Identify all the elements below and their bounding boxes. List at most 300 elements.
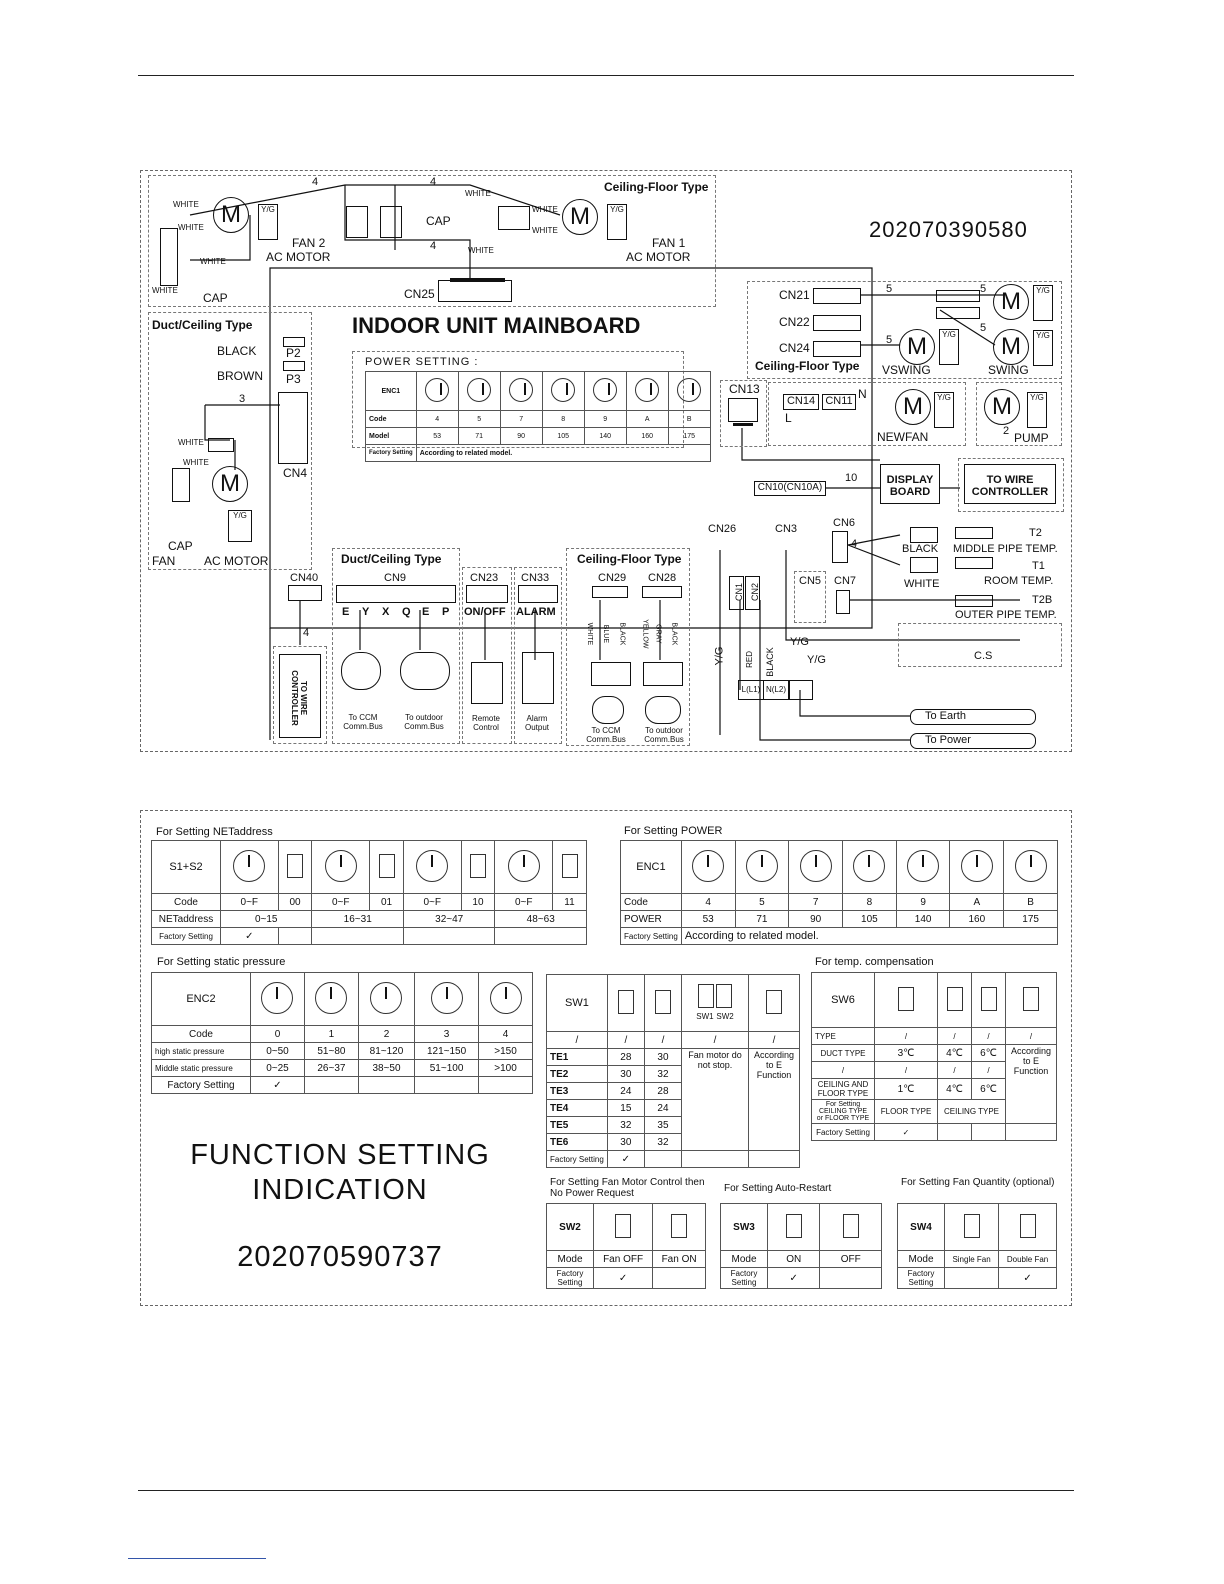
cn28-connector [642, 586, 682, 598]
code-cell: 4 [681, 894, 735, 911]
sw2-caption: For Setting Fan Motor Control then No Power Request [550, 1177, 705, 1199]
terminal-block-icon [380, 206, 402, 238]
dip-icon [594, 1204, 653, 1251]
dip-icon [999, 1204, 1057, 1251]
duct-type-label: DUCT TYPE [812, 1045, 875, 1062]
swing-label: SWING [988, 363, 1029, 377]
te-value: 35 [644, 1117, 681, 1134]
code-cell: 7 [500, 411, 542, 428]
wire-count-label: 4 [312, 176, 319, 188]
check-icon: ✓ [607, 1151, 644, 1168]
fan1-motor-icon: M [562, 199, 598, 235]
cn21-connector [813, 288, 861, 304]
t2-sensor-icon [910, 527, 938, 543]
cn2-connector [745, 576, 760, 610]
dip-icon [875, 973, 938, 1028]
middle-static-label: Middle static pressure [152, 1060, 251, 1077]
sw2-table [546, 1203, 706, 1289]
code-cell: 01 [370, 894, 404, 911]
cn26-label: CN26 [708, 523, 737, 535]
check-icon: ✓ [768, 1268, 820, 1289]
cn9-terminal-label: E [342, 606, 350, 618]
sw4-table [897, 1203, 1057, 1289]
duct-ceiling-type-label: Duct/Ceiling Type [152, 318, 253, 332]
cn29-label: CN29 [598, 572, 627, 584]
net-caption: For Setting NETaddress [156, 826, 273, 838]
to-power-cable: To Power [910, 733, 1036, 749]
dip-icon [370, 841, 404, 894]
te-name: TE6 [547, 1134, 608, 1151]
duct-comp-cell: 6℃ [972, 1045, 1006, 1062]
type-label: TYPE [812, 1028, 875, 1045]
fan1-label: FAN 1 [652, 236, 686, 250]
t2-thermistor-icon [955, 527, 993, 539]
line-label: L [785, 411, 792, 425]
sw2-sub-label: SW2 [716, 1012, 734, 1021]
power-cell: 160 [950, 911, 1004, 928]
newfan-label: NEWFAN [877, 430, 929, 444]
mode-cell: Single Fan [945, 1251, 999, 1268]
dip-icon [461, 841, 495, 894]
duct-ac-motor-label: AC MOTOR [204, 554, 269, 568]
dip-icon [945, 1204, 999, 1251]
power-label: POWER [621, 911, 682, 928]
code-cell: 2 [358, 1026, 414, 1043]
te-name: TE1 [547, 1049, 608, 1066]
sw1-sub-label: SW1 [696, 1012, 714, 1021]
cn24-label: CN24 [779, 341, 810, 355]
yg-label: Y/G [807, 654, 826, 666]
cn29-connector [592, 586, 628, 598]
mode-cell: Fan OFF [594, 1251, 653, 1268]
newfan-motor-icon: M [895, 389, 931, 425]
ceiling-type-cell: CEILING TYPE [938, 1100, 1006, 1124]
sw3-label: SW3 [721, 1204, 768, 1251]
code-cell: 4 [479, 1026, 533, 1043]
dip-icon [653, 1204, 706, 1251]
dial-icon [415, 973, 479, 1026]
code-cell: 5 [458, 411, 500, 428]
factory-setting-label: Factory Setting [812, 1124, 875, 1141]
dip-icon [1006, 973, 1057, 1028]
code-cell: 0~F [403, 894, 461, 911]
yg-label: Y/G [790, 636, 809, 648]
cn1-label: CN1 [734, 582, 745, 602]
yg-ground-box: Y/G [1033, 285, 1053, 321]
te-value: 30 [644, 1049, 681, 1066]
code-cell: 8 [843, 894, 897, 911]
wire-color-label: WHITE [532, 205, 558, 214]
to-ccm-label: To CCM Comm.Bus [586, 726, 626, 744]
te-value: 32 [644, 1134, 681, 1151]
cn29-wire-label: BLUE [601, 624, 609, 643]
code-cell: 11 [553, 894, 587, 911]
net-address-cell: 16~31 [312, 911, 403, 928]
middle-static-cell: >100 [479, 1060, 533, 1077]
power-cell: 90 [789, 911, 843, 928]
cn3-label: CN3 [775, 523, 798, 535]
code-cell: 9 [584, 411, 626, 428]
cn6-label: CN6 [833, 517, 856, 529]
to-earth-cable: To Earth [910, 709, 1036, 725]
dip-icon [972, 973, 1006, 1028]
to-ccm-label: To CCM Comm.Bus [343, 713, 383, 731]
to-outdoor-label: To outdoor Comm.Bus [404, 713, 444, 731]
model-cell: 53 [416, 428, 458, 445]
high-static-cell: >150 [479, 1043, 533, 1060]
high-static-cell: 81~120 [358, 1043, 414, 1060]
code-cell: 5 [735, 894, 789, 911]
setting-type-label: For Setting CEILING TYPE or FLOOR TYPE [812, 1100, 875, 1124]
cn9-terminal-label: X [382, 606, 390, 618]
cn13-connector [728, 398, 758, 422]
factory-setting-label: Factory Setting [366, 445, 417, 462]
sw2-label: SW2 [547, 1204, 594, 1251]
ceiling-comp-cell: 6℃ [972, 1079, 1006, 1100]
fan2-motor-icon: M [213, 197, 249, 233]
code-cell: B [668, 411, 710, 428]
factory-setting-label: Factory Setting [152, 1077, 251, 1094]
middle-static-cell: 51~100 [415, 1060, 479, 1077]
room-temp-label: ROOM TEMP. [984, 575, 1054, 587]
to-outdoor-label: To outdoor Comm.Bus [644, 726, 684, 744]
cn7-connector [836, 590, 850, 614]
ceiling-floor-type-label: Ceiling-Floor Type [604, 180, 709, 194]
dial-icon [312, 841, 370, 894]
dip-icon [278, 841, 312, 894]
code-cell: 3 [415, 1026, 479, 1043]
factory-setting-value: According to related model. [416, 445, 710, 462]
code-cell: 10 [461, 894, 495, 911]
dip-icon [820, 1204, 882, 1251]
enc1-label: ENC1 [621, 841, 682, 894]
sw1-table: SW1 SW1 SW2 / / / / / TE1 28 30 Fan motor do not stop. According to E Function TE2 30 32 TE3 24 28 TE4 15 24 TE5 32 35 TE6 30 32 Factory Setting ✓ [546, 974, 800, 1168]
cn22-label: CN22 [779, 315, 810, 329]
factory-setting-label: Factory Setting [547, 1151, 608, 1168]
factory-setting-label: Factory Setting [152, 928, 221, 945]
swing-motor-icon-2: M [993, 329, 1029, 365]
wire-count-label: 4 [303, 627, 310, 639]
dial-icon [950, 841, 1004, 894]
cn29-wire-label: BLACK [618, 622, 626, 646]
code-cell: 00 [278, 894, 312, 911]
model-cell: 71 [458, 428, 500, 445]
cn40-connector [288, 585, 322, 601]
dial-icon [668, 372, 710, 411]
te-value: 15 [607, 1100, 644, 1117]
ccm-cable-icon [341, 652, 381, 690]
ceiling-floor-label: CEILING AND FLOOR TYPE [812, 1079, 875, 1100]
net-address-table [151, 840, 587, 945]
p3-label: P3 [286, 372, 301, 386]
wire-count-label: 5 [980, 283, 987, 295]
wire-count-label: 2 [1003, 425, 1010, 437]
power-table [620, 840, 1058, 945]
net-address-cell: 32~47 [403, 911, 494, 928]
wire-color-label: WHITE [200, 257, 226, 266]
dip-icon [682, 975, 749, 1032]
code-cell: A [950, 894, 1004, 911]
outdoor-cable-icon [645, 696, 681, 724]
code-label: Code [152, 1026, 251, 1043]
sw6-label: SW6 [812, 973, 875, 1028]
enc2-label: ENC2 [152, 973, 251, 1026]
wiring-diagram-id: 202070390580 [869, 217, 1028, 242]
outer-pipe-temp-label: OUTER PIPE TEMP. [955, 609, 1057, 621]
code-label: Code [366, 411, 417, 428]
l-terminal: L(L1) [738, 680, 764, 700]
high-static-label: high static pressure [152, 1043, 251, 1060]
dip-icon [749, 975, 800, 1032]
power-setting-table [365, 371, 711, 462]
static-pressure-table [151, 972, 533, 1094]
sw4-label: SW4 [898, 1204, 945, 1251]
power-cell: 175 [1004, 911, 1058, 928]
function-setting-title-line2: INDICATION [252, 1174, 428, 1206]
t1-thermistor-icon [955, 557, 993, 569]
sw1-label: SW1 [547, 975, 608, 1032]
mode-cell: Fan ON [653, 1251, 706, 1268]
cn11-connector: CN11 [822, 394, 856, 410]
function-setting-title-line1: FUNCTION SETTING [190, 1139, 490, 1171]
mode-cell: ON [768, 1251, 820, 1268]
power-cell: 53 [681, 911, 735, 928]
remote-control-label: Remote Control [471, 714, 500, 732]
power-cell: 71 [735, 911, 789, 928]
wire-count-label: 4 [851, 538, 858, 550]
e-function-note: According to E Function [1006, 1045, 1057, 1124]
mode-cell: Double Fan [999, 1251, 1057, 1268]
mode-label: Mode [547, 1251, 594, 1268]
wire-color-label: WHITE [173, 200, 199, 209]
duct-fan-label: FAN [152, 554, 176, 568]
cn29-terminal-block [591, 662, 631, 686]
red-wire-label: RED [745, 650, 755, 668]
ceiling-comp-cell: 4℃ [938, 1079, 972, 1100]
yg-ground-box: Y/G [607, 204, 627, 240]
dial-icon [626, 372, 668, 411]
sw6-caption: For temp. compensation [815, 956, 934, 968]
t2b-label: T2B [1032, 594, 1053, 606]
check-icon: ✓ [221, 928, 279, 945]
wire-count-label: 4 [430, 176, 437, 188]
terminal-block-icon [346, 206, 368, 238]
fan1-ac-motor-label: AC MOTOR [626, 250, 691, 264]
black-wire-label: BLACK [217, 344, 257, 358]
cn2-label: CN2 [750, 582, 761, 602]
yg-ground-box: Y/G [934, 392, 954, 428]
black-wire-label: BLACK [764, 647, 775, 677]
power-setting-title: POWER SETTING : [365, 356, 479, 368]
alarm-label: ALARM [516, 606, 556, 618]
fan-motor-note: Fan motor do not stop. [682, 1049, 749, 1151]
on-off-label: ON/OFF [464, 606, 506, 618]
factory-setting-value: According to related model. [681, 928, 1057, 945]
dial-icon [735, 841, 789, 894]
static-caption: For Setting static pressure [157, 956, 286, 968]
dial-icon [221, 841, 279, 894]
net-address-cell: 0~15 [221, 911, 312, 928]
fan2-cap-label: CAP [203, 291, 228, 305]
pump-label: PUMP [1014, 431, 1049, 445]
model-cell: 140 [584, 428, 626, 445]
cn13-bar [733, 423, 753, 426]
duct-cap-label: CAP [168, 539, 193, 553]
fan2-ac-motor-label: AC MOTOR [266, 250, 331, 264]
pump-motor-icon: M [984, 389, 1020, 425]
sw3-table [720, 1203, 882, 1289]
te-value: 32 [607, 1117, 644, 1134]
cn9-terminal-label: Q [402, 606, 411, 618]
check-icon: ✓ [875, 1124, 938, 1141]
t2-wire-color: BLACK [902, 543, 939, 555]
te-value: 24 [644, 1100, 681, 1117]
dial-icon [789, 841, 843, 894]
te-name: TE5 [547, 1117, 608, 1134]
dip-icon [607, 975, 644, 1032]
duct-fan-motor-icon: M [212, 466, 248, 502]
code-cell: 0 [251, 1026, 305, 1043]
cn4-connector [278, 392, 308, 464]
cn9-terminal-strip [336, 585, 456, 603]
code-cell: 8 [542, 411, 584, 428]
dial-icon [251, 973, 305, 1026]
power-caption: For Setting POWER [624, 825, 723, 837]
cn22-connector [813, 315, 861, 331]
cn25-connector [438, 280, 512, 302]
vswing-motor-icon: M [899, 329, 935, 365]
t1-sensor-icon [910, 557, 938, 573]
alarm-output-icon [522, 652, 554, 704]
te-name: TE4 [547, 1100, 608, 1117]
check-icon: ✓ [251, 1077, 305, 1094]
dial-icon [416, 372, 458, 411]
wire-color-label: WHITE [178, 223, 204, 232]
vswing-label: VSWING [882, 363, 931, 377]
cn28-wire-label: GRAY [654, 624, 662, 644]
dial-icon [1004, 841, 1058, 894]
dial-icon [495, 841, 553, 894]
wire-count-label: 3 [239, 393, 246, 405]
enc1-label: ENC1 [366, 372, 417, 411]
sw6-table: SW6 TYPE / / / / DUCT TYPE 3℃ 4℃ 6℃ According to E Function / / / / CEILING AND FLOOR TYPE 1℃ 4℃ 6℃ For Setting CEILING TYPE or FLOOR TYPE FLOOR TYPE CEILING TYPE Factory Setting ✓ [811, 972, 1057, 1141]
fan-connector-icon [172, 468, 190, 502]
middle-pipe-temp-label: MIDDLE PIPE TEMP. [953, 543, 1058, 555]
wire-color-label: WHITE [183, 458, 209, 467]
model-cell: 105 [542, 428, 584, 445]
e-function-note: According to E Function [749, 1049, 800, 1151]
middle-static-cell: 26~37 [304, 1060, 358, 1077]
p3-connector [283, 361, 305, 371]
code-cell: 4 [416, 411, 458, 428]
te-value: 24 [607, 1083, 644, 1100]
te-value: 32 [644, 1066, 681, 1083]
cn1-connector [729, 576, 744, 610]
dial-icon [542, 372, 584, 411]
high-static-cell: 51~80 [304, 1043, 358, 1060]
cn33-terminal [518, 585, 558, 603]
cn40-label: CN40 [290, 572, 319, 584]
display-board-box: DISPLAY BOARD [880, 464, 940, 504]
te-value: 30 [607, 1134, 644, 1151]
wire-color-label: WHITE [178, 438, 204, 447]
check-icon: ✓ [594, 1268, 653, 1289]
cn9-terminal-label: P [442, 606, 450, 618]
swing-connector-icon [936, 307, 980, 319]
dip-icon [768, 1204, 820, 1251]
duct-comp-cell: 3℃ [875, 1045, 938, 1062]
wire-color-label: WHITE [152, 286, 178, 295]
wire-count-label: 4 [430, 240, 437, 252]
power-cell: 105 [843, 911, 897, 928]
mode-label: Mode [898, 1251, 945, 1268]
cn28-label: CN28 [648, 572, 677, 584]
check-icon: ✓ [999, 1268, 1057, 1289]
yg-label: Y/G [713, 646, 726, 666]
middle-static-cell: 38~50 [358, 1060, 414, 1077]
ceiling-floor-type-label: Ceiling-Floor Type [755, 359, 860, 373]
alarm-output-label: Alarm Output [524, 714, 549, 732]
earth-terminal-icon [789, 680, 813, 700]
factory-setting-label: Factory Setting [898, 1268, 945, 1289]
high-static-cell: 121~150 [415, 1043, 479, 1060]
dial-icon [479, 973, 533, 1026]
factory-setting-label: Factory Setting [621, 928, 682, 945]
code-label: Code [152, 894, 221, 911]
cn24-connector [813, 341, 861, 357]
t1-label: T1 [1032, 560, 1045, 572]
factory-setting-label: Factory Setting [721, 1268, 768, 1289]
s1s2-label: S1+S2 [152, 841, 221, 894]
yg-ground-box: Y/G [258, 204, 278, 240]
cn23-terminal [466, 585, 508, 603]
factory-setting-label: Factory Setting [547, 1268, 594, 1289]
swing-connector-icon [936, 290, 980, 302]
model-cell: 160 [626, 428, 668, 445]
dial-icon [584, 372, 626, 411]
brown-wire-label: BROWN [217, 369, 263, 383]
yg-ground-box: Y/G [228, 510, 252, 542]
wire-count-label: 5 [886, 334, 893, 346]
mainboard-title: INDOOR UNIT MAINBOARD [352, 313, 641, 338]
wire-count-label: 10 [845, 472, 858, 484]
te-value: 30 [607, 1066, 644, 1083]
cn9-label: CN9 [384, 572, 407, 584]
fan2-connector-icon [160, 228, 178, 286]
code-cell: B [1004, 894, 1058, 911]
dial-icon [896, 841, 950, 894]
code-cell: 9 [896, 894, 950, 911]
te-value: 28 [644, 1083, 681, 1100]
t1-wire-color: WHITE [904, 578, 940, 590]
t2-label: T2 [1029, 527, 1042, 539]
dip-icon [644, 975, 681, 1032]
cn5-label: CN5 [799, 575, 822, 587]
to-wire-controller-box: TO WIRE CONTROLLER [964, 464, 1056, 504]
cn23-label: CN23 [470, 572, 499, 584]
wire-count-label: 5 [886, 283, 893, 295]
ccm-cable-icon [592, 696, 624, 724]
fan-connector-icon [208, 438, 234, 452]
te-name: TE3 [547, 1083, 608, 1100]
middle-static-cell: 0~25 [251, 1060, 305, 1077]
dial-icon [500, 372, 542, 411]
power-cell: 140 [896, 911, 950, 928]
code-cell: 7 [789, 894, 843, 911]
cn33-label: CN33 [521, 572, 550, 584]
ceiling-comp-cell: 1℃ [875, 1079, 938, 1100]
p2-label: P2 [286, 346, 301, 360]
